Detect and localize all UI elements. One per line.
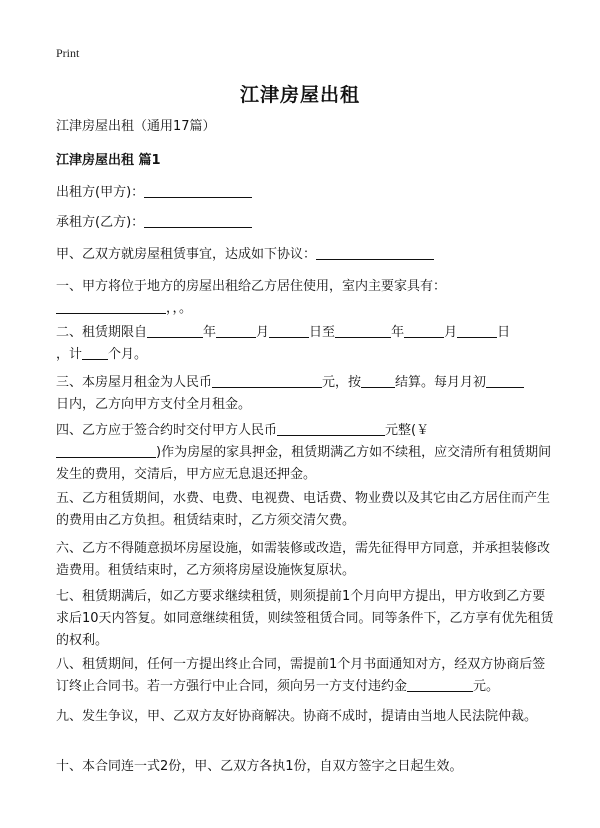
clause-8-text: 八、租赁期间，任何一方提出终止合同，需提前1个月书面通知对方，经双方协商后签订终止合同书。若一方强行中止合同，须向另一方支付违约金 [56,657,546,694]
year-label: 年 [391,325,405,340]
clause-2-text: 二、租赁期限自 [56,325,148,340]
clause-8 [56,654,556,698]
clause-2 [56,322,556,366]
payment-day-blank [486,373,524,388]
lessee-blank [144,213,252,228]
end-day-blank [457,323,497,338]
start-year-blank [147,323,203,338]
deposit-blank [277,421,385,436]
lessor-blank [144,183,252,198]
clause-1-text: 一、甲方将位于地方的房屋出租给乙方居住使用，室内主要家具有： [56,279,447,294]
end-month-blank [404,323,444,338]
clause-4-text: 四、乙方应于签合约时交付甲方人民币 [56,423,278,438]
clause-10: 十、本合同连一式2份，甲、乙双方各执1份，自双方签字之日起生效。 [56,759,463,774]
lessee-field [56,212,556,234]
penalty-blank [407,677,473,692]
clause-3 [56,372,556,416]
day-label: 日至 [309,325,336,340]
clause-7: 七、租赁期满后，如乙方要求继续租赁，则须提前1个月向甲方提出，甲方收到乙方要求后10天内答复。如同意继续租赁，则续签租赁合同。同等条件下，乙方享有优先租赁的权利。 [56,589,554,648]
clause-3-yuan: 元，按 [322,375,362,390]
deposit-figure-blank [56,443,156,458]
clause-5: 五、乙方租赁期间，水费、电费、电视费、电话费、物业费以及其它由乙方居住而产生的费用由乙方负担。租赁结束时，乙方须交清欠费。 [56,491,551,528]
lessee-label: 承租方(乙方)： [56,215,145,230]
clause-9: 九、发生争议，甲、乙双方友好协商解决。协商不成时，提请由当地人民法院仲裁。 [56,709,538,724]
clause-4-end: )作为房屋的家具押金，租赁期满乙方如不续租，应交清所有租赁期间发生的费用，交清后，甲方应无息退还押金。 [56,445,552,482]
clause-3-text: 三、本房屋月租金为人民币 [56,375,213,390]
payment-period-blank [361,373,395,388]
document-subtitle: 江津房屋出租（通用17篇） [56,119,216,134]
clause-3-end: 日内，乙方向甲方支付全月租金。 [56,397,252,412]
start-day-blank [269,323,309,338]
clause-2-total: ，计 [56,347,83,362]
rent-blank [212,373,322,388]
year-label: 年 [203,325,217,340]
document-title: 江津房屋出租 [239,84,360,106]
clause-1 [56,276,556,320]
lessor-label: 出租方(甲方)： [56,185,145,200]
clause-3-settle: 结算。每月月初 [395,375,487,390]
lessor-field [56,182,556,204]
end-year-blank [335,323,391,338]
agreement-intro [56,244,556,266]
furniture-blank [56,299,166,314]
clause-8-end: 元。 [473,679,500,694]
clause-4 [56,420,556,486]
clause-4-amount: 元整(￥ [385,423,430,438]
month-label: 月 [444,325,458,340]
section-heading: 江津房屋出租 篇1 [56,153,161,168]
clause-6: 六、乙方不得随意损坏房屋设施，如需装修或改造，需先征得甲方同意，并承担装修改造费用。租赁结束时，乙方须将房屋设施恢复原状。 [56,541,551,578]
print-link[interactable]: Print [56,46,80,60]
clause-2-end: 个月。 [108,347,148,362]
day-label: 日 [497,325,511,340]
intro-text: 甲、乙双方就房屋租赁事宜，达成如下协议： [56,247,317,262]
start-month-blank [216,323,256,338]
months-blank [82,345,108,360]
clause-1-end: ，，。 [166,301,193,316]
intro-blank [316,245,434,260]
month-label: 月 [256,325,270,340]
